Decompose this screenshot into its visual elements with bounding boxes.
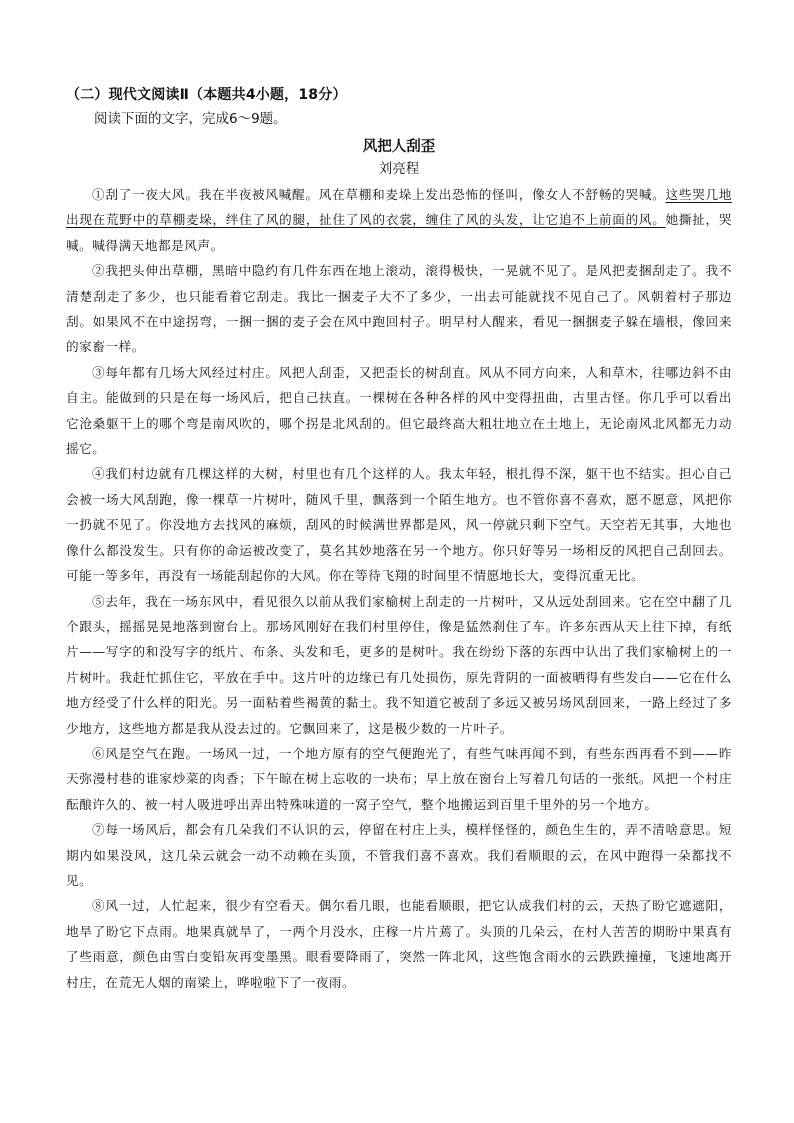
paragraph-7: ⑦每一场风后，都会有几朵我们不认识的云，停留在村庄上头，模样怪怪的，颜色生生的，弄不清啥意思。短期内如果没风，这几朵云就会一动不动赖在头顶，不管我们喜不喜欢。我们看顺眼的云，在风中跑得一朵都找不见。 [66,822,732,888]
paragraph-6: ⑥风是空气在跑。一场风一过，一个地方原有的空气便跑光了，有些气味再闻不到，有些东西再看不到——昨天弥漫村巷的谁家炒菜的肉香；下午晾在树上忘收的一块布；早上放在窗台上写着几句话的一张纸。风把一个村庄酝酿许久的、被一村人吸进呼出弄出特殊味道的一窝子空气，整个地搬运到百里千里外的另一个地方。 [66,745,732,812]
paragraph-5: ⑤去年，我在一场东风中，看见很久以前从我们家榆树上刮走的一片树叶，又从远处刮回来。它在空中翻了几个跟头，摇摇晃晃地落到窗台上。那场风刚好在我们村里停住，像是猛然刹住了车。许多东西从天上往下掉，有纸片——写字的和没写字的纸片、布条、头发和毛，更多的是树叶。我在纷纷下落的东西中认出了我们家榆树上的一片树叶。我赶忙抓住它，平放在手中。这片叶的边缘已有几处损伤，原先背阴的一面被晒得有些发白——它在什么地方经受了什么样的阳光。另一面粘着些褐黄的黏土。我不知道它被刮了多远又被另场风刮回来，一路上经过了多少地方，这些地方都是我从没去过的。它飘回来了，这是极少数的一片叶子。 [66,593,732,736]
underlined-sentence: 这些哭几地出现在荒野中的草棚麦垛，绊住了风的腿，扯住了风的衣裳，缠住了风的头发，让它追不上前面的风。 [66,187,733,228]
article-title: 风把人刮歪 [362,139,436,155]
paragraph-1-end: 她撕扯，哭喊。喊得满天地都是风声。 [66,212,733,253]
reading-instruction: 阅读下面的文字，完成6～9题。 [94,111,287,127]
section-title: （二）现代文阅读Ⅱ（本题共4小题，18分） [66,87,347,103]
document-page [66,84,732,995]
paragraph-1 [66,182,732,258]
paragraph-2: ②我把头伸出草棚，黑暗中隐约有几件东西在地上滚动，滚得极快，一晃就不见了。是风把麦捆刮走了。我不清楚刮走了多少，也只能看着它刮走。我比一捆麦子大不了多少，一出去可能就找不见自己了。风朝着村子那边刮。如果风不在中途拐弯，一捆一捆的麦子会在风中跑回村子。明早村人醒来，看见一捆捆麦子躲在墙根，像回来的家畜一样。 [66,263,732,355]
article-author: 刘亮程 [378,161,420,177]
paragraph-8: ⑧风一过，人忙起来，很少有空看天。偶尔看几眼，也能看顺眼，把它认成我们村的云，天热了盼它遮遮阳，地旱了盼它下点雨。地果真就旱了，一两个月没水，庄稼一片片蔫了。头顶的几朵云，在村人苦苦的期盼中果真有了些雨意，颜色由雪白变铅灰再变墨黑。眼看要降雨了，突然一阵北风，这些饱含雨水的云跌跌撞撞，飞速地离开村庄，在荒无人烟的南梁上，哗啦啦下了一夜雨。 [66,898,732,990]
paragraph-3: ③每年都有几场大风经过村庄。风把人刮歪，又把歪长的树刮直。风从不同方向来，人和草木，往哪边斜不由自主。能做到的只是在每一场风后，把自己扶直。一棵树在各种各样的风中变得扭曲，古里古怪。你几乎可以看出它沧桑躯干上的哪个弯是南风吹的，哪个拐是北风刮的。但它最终高大粗壮地立在土地上，无论南风北风都无力动摇它。 [66,364,732,457]
paragraph-4: ④我们村边就有几棵这样的大树，村里也有几个这样的人。我太年轻，根扎得不深，躯干也不结实。担心自己会被一场大风刮跑，像一棵草一片树叶，随风千里，飘落到一个陌生地方。也不管你喜不喜欢，愿不愿意，风把你一扔就不见了。你没地方去找风的麻烦，刮风的时候满世界都是风，风一停就只剩下空气。天空若无其事，大地也像什么都没发生。只有你的命运被改变了，莫名其妙地落在另一个地方。你只好等另一场相反的风把自己刮回去。可能一等多年，再没有一场能刮起你的大风。你在等待飞翔的时间里不情愿地长大，变得沉重无比。 [66,466,732,584]
paragraph-1-text: ①刮了一夜大风。我在半夜被风喊醒。风在草棚和麦垛上发出恐怖的怪叫，像女人不舒畅的哭喊。 [92,187,666,202]
